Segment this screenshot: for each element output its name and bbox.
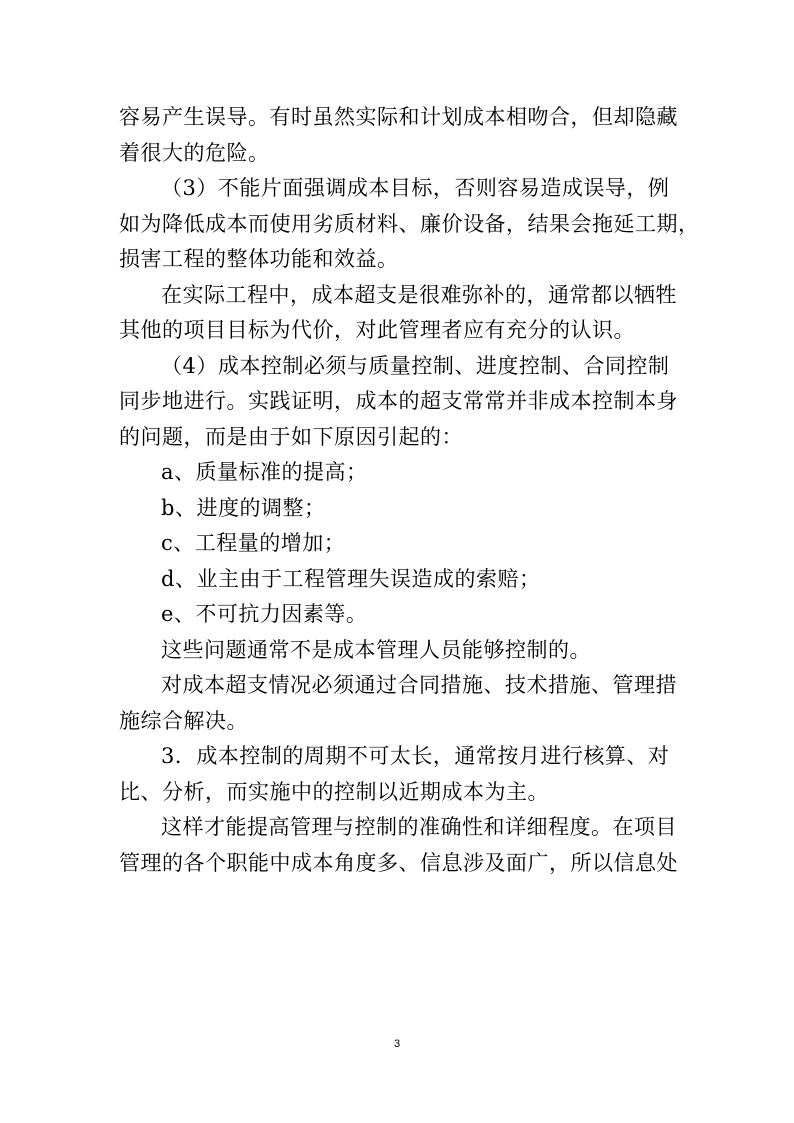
text-line: 的问题，而是由于如下原因引起的： <box>119 424 463 449</box>
list-item: c、工程量的增加； <box>161 531 346 555</box>
text-line: 管理的各个职能中成本角度多、信息涉及面广，所以信息处 <box>119 850 678 875</box>
list-item: e、不可抗力因素等。 <box>161 602 368 626</box>
text-line: 其他的项目目标为代价，对此管理者应有充分的认识。 <box>119 318 635 342</box>
text-line: 这样才能提高管理与控制的准确性和详细程度。在项目 <box>161 815 677 839</box>
text-line: （3）不能片面强调成本目标，否则容易造成误导，例 <box>161 176 670 200</box>
text-line: 在实际工程中，成本超支是很难弥补的，通常都以牺牲 <box>161 282 677 307</box>
list-item: b、进度的调整； <box>161 495 326 520</box>
text-line: 比、分析，而实施中的控制以近期成本为主。 <box>119 779 549 804</box>
list-item: a、质量标准的提高； <box>161 460 368 484</box>
document-body <box>119 100 700 881</box>
text-line: 施综合解决。 <box>119 708 248 733</box>
page-number: 3 <box>393 1038 401 1050</box>
text-line: 同步地进行。实践证明，成本的超支常常并非成本控制本身 <box>119 389 678 413</box>
text-line: 对成本超支情况必须通过合同措施、技术措施、管理措 <box>161 673 677 697</box>
list-item: d、业主由于工程管理失误造成的索赔； <box>161 566 541 591</box>
text-line: 损害工程的整体功能和效益。 <box>119 247 399 271</box>
text-line: 如为降低成本而使用劣质材料、廉价设备，结果会拖延工期， <box>119 211 700 236</box>
text-line: 着很大的危险。 <box>119 140 270 165</box>
text-line: （4）成本控制必须与质量控制、进度控制、合同控制 <box>161 353 670 378</box>
text-line: 3．成本控制的周期不可太长，通常按月进行核算、对 <box>161 744 670 768</box>
text-line: 容易产生误导。有时虽然实际和计划成本相吻合，但却隐藏 <box>119 105 678 129</box>
text-line: 这些问题通常不是成本管理人员能够控制的。 <box>161 637 591 662</box>
